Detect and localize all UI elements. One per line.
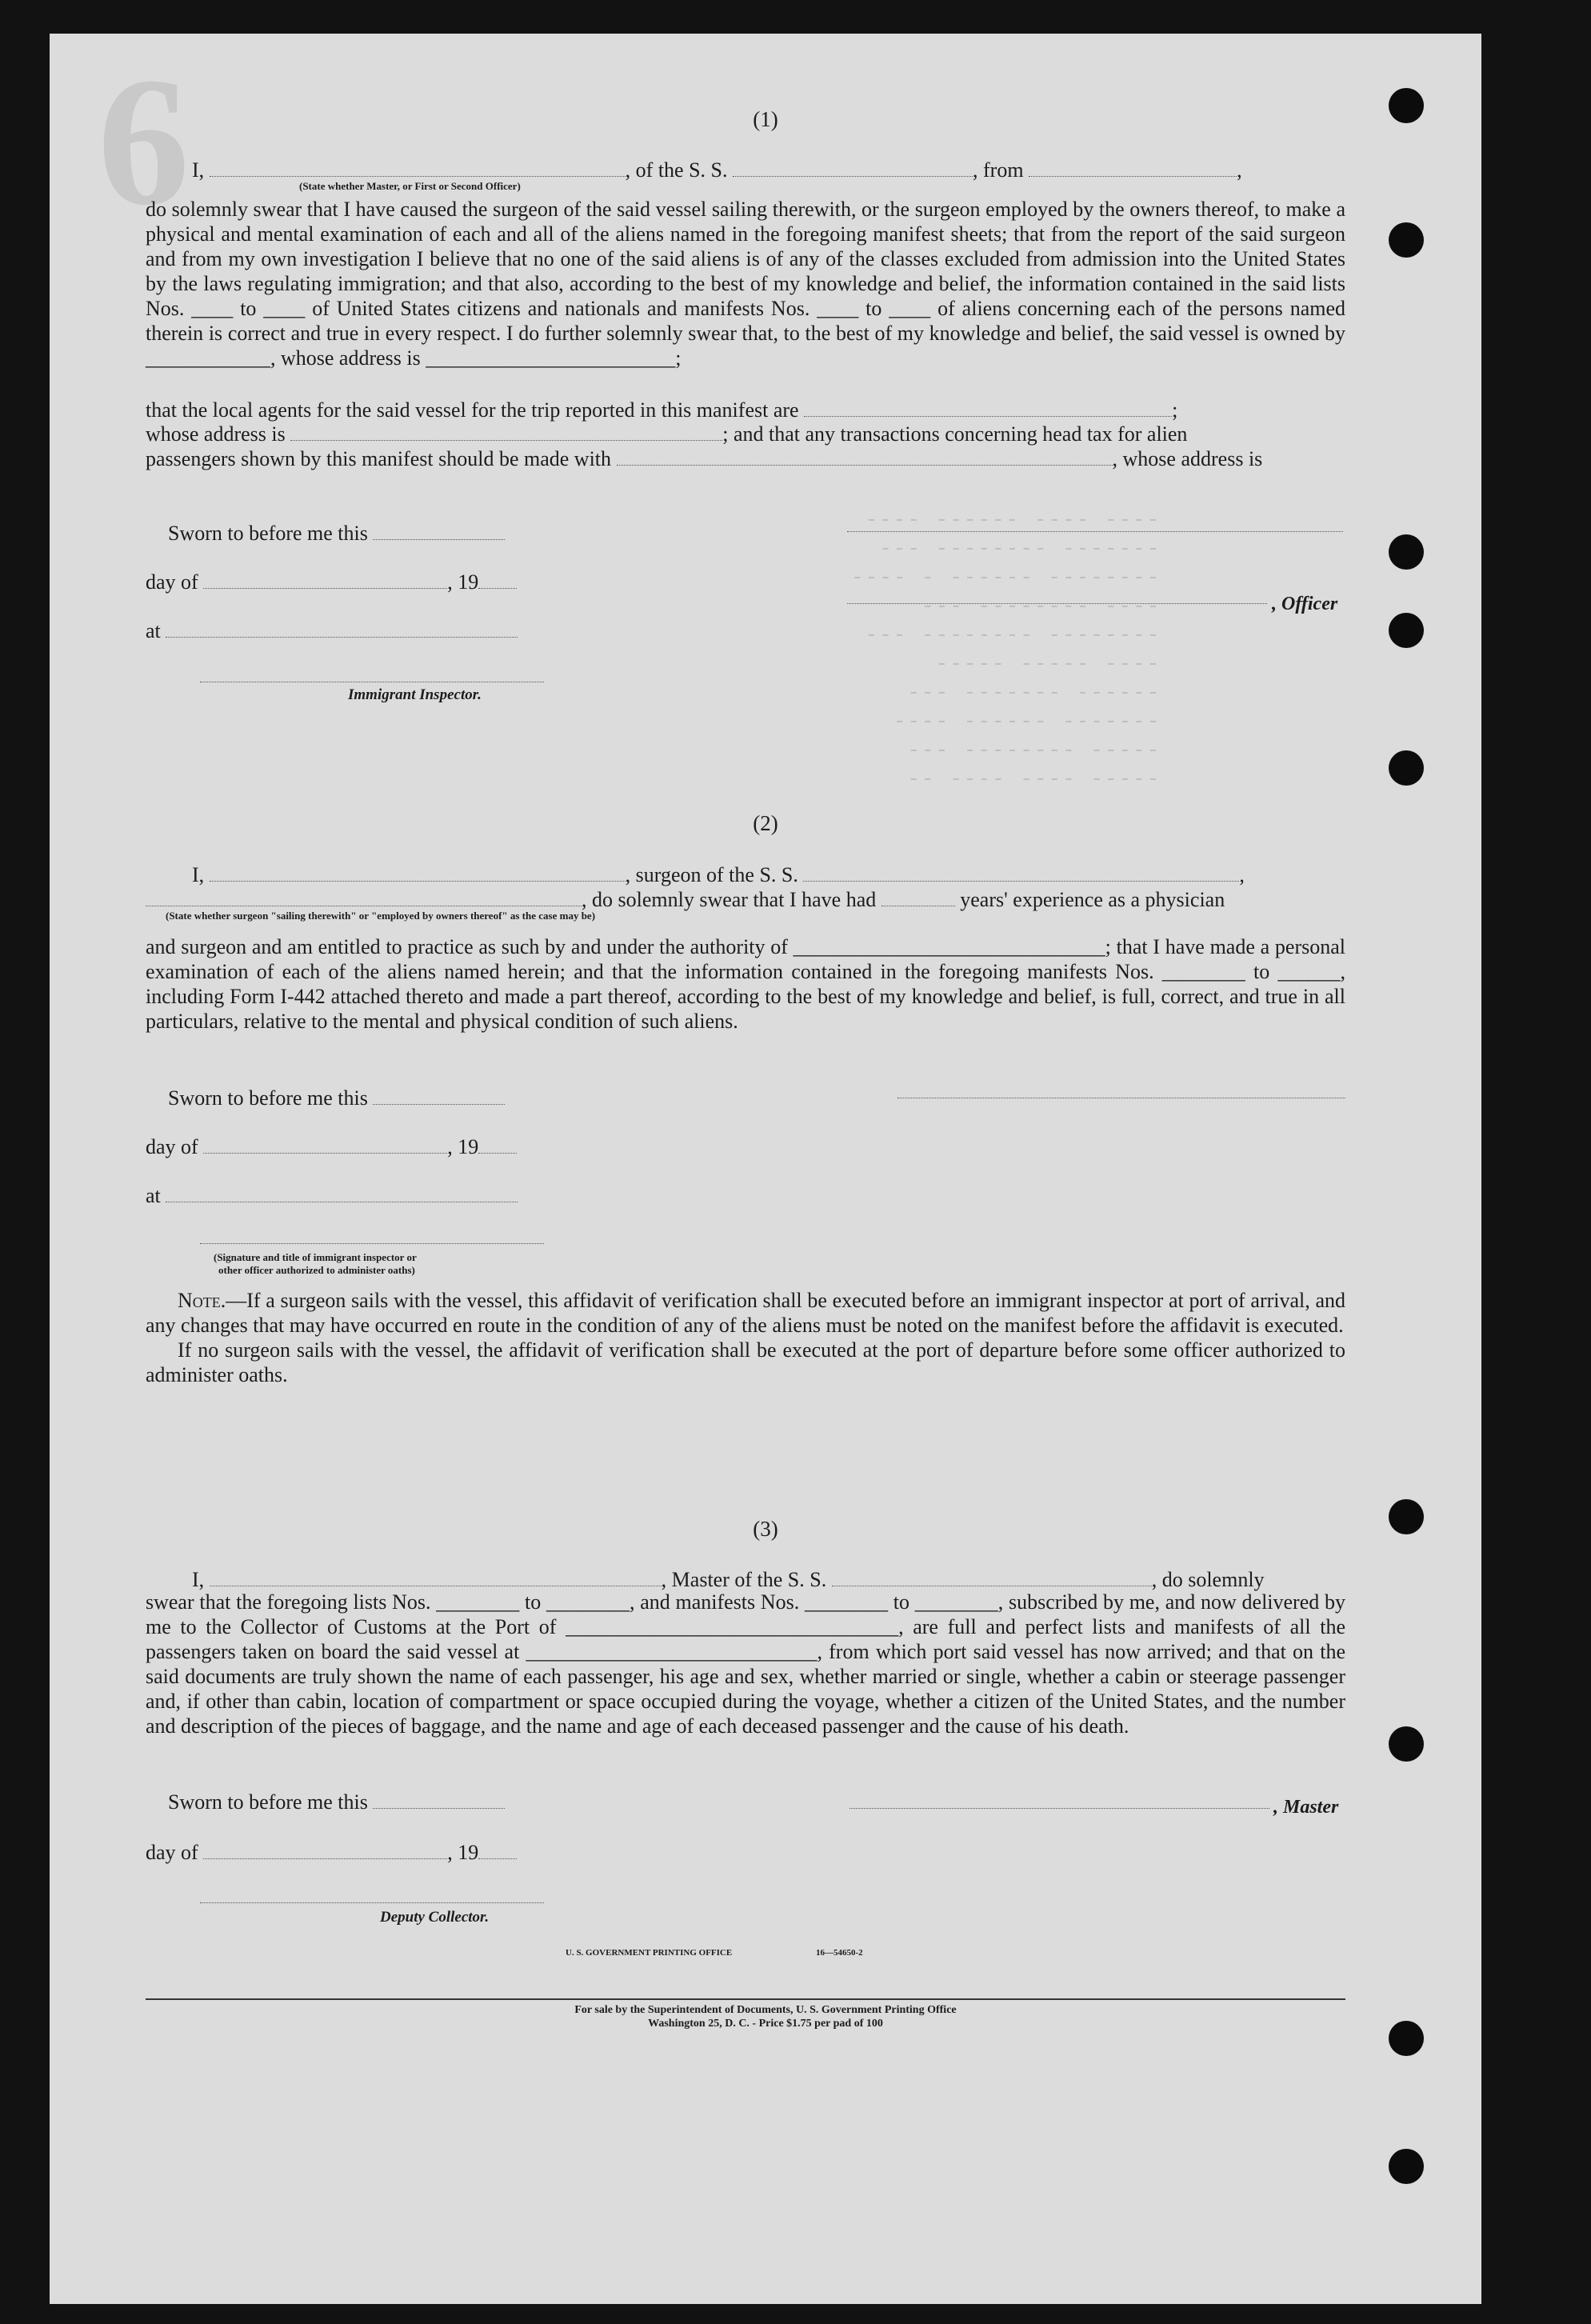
sale-notice [50, 2003, 1481, 2030]
head-tax-agent-field[interactable] [617, 444, 1113, 466]
year-field-1[interactable] [478, 567, 517, 589]
section-1-from: , from [973, 158, 1024, 182]
year-prefix-3: , 19 [447, 1841, 479, 1864]
section-3-line-1 [192, 1565, 1265, 1592]
footer-rule [146, 1998, 1345, 2000]
surgeon-name-field[interactable] [210, 860, 626, 882]
note-paragraph-1 [146, 1288, 1345, 1338]
at-line-1 [146, 616, 518, 643]
day-of-line-1 [146, 567, 517, 594]
month-field-1[interactable] [203, 567, 447, 589]
sworn-date-field-1[interactable] [373, 518, 505, 540]
collector-signature-line[interactable] [200, 1902, 544, 1903]
vessel-name-field[interactable] [733, 155, 973, 177]
month-field-3[interactable] [203, 1838, 447, 1859]
master-caption: , Master [1273, 1797, 1339, 1818]
passengers-line [146, 444, 1262, 471]
sale-notice-2: Washington 25, D. C. - Price $1.75 per pad of 100 [648, 2018, 883, 2030]
document-page [50, 34, 1481, 2304]
authorized-officer-signature-line[interactable] [200, 1243, 544, 1244]
note-paragraph-2: If no surgeon sails with the vessel, the affidavit of verification shall be executed at the port of departure before some officer authorized to administer oaths. [146, 1338, 1345, 1386]
month-field-2[interactable] [203, 1132, 447, 1154]
surgeon-status-field[interactable] [146, 885, 582, 906]
section-1-caption: (State whether Master, or First or Second Officer) [299, 180, 521, 192]
day-of-line-2 [146, 1132, 517, 1159]
at-place-field-1[interactable] [166, 616, 518, 638]
section-3-paragraph: swear that the foregoing lists Nos. ________ to ________, and manifests Nos. ________ to ________, subscribed by me, and now delivered by me to the Collector of Customs at the Port of ________________________________, are full and perfect lists and manifests of all the passengers taken on board the said vessel at ____________________________, from which port said vessel has now arrived; and that on the said documents are truly shown the name of each passenger, his age and sex, whether married or single, whether a cabin or steerage passenger and, if other than cabin, location of compartment or space occupied during the voyage, whether a citizen of the United States, and the number and description of the pieces of baggage, and the name and age of each deceased passenger and the cause of his death. [146, 1590, 1345, 1738]
sale-notice-1: For sale by the Superintendent of Documents, U. S. Government Printing Office [574, 2004, 957, 2016]
section-2-line-2 [146, 885, 1225, 912]
sworn-date-field-2[interactable] [373, 1083, 505, 1105]
binder-hole [1389, 2021, 1424, 2056]
year-field-3[interactable] [478, 1838, 517, 1859]
section-2-heading: (2) [753, 811, 778, 835]
section-1-oath-line: I, , of the S. S. , from , [192, 155, 1242, 182]
form-number: 16—54650-2 [816, 1948, 863, 1958]
section-2-i: I, [192, 863, 205, 886]
sworn-text-2: Sworn to before me this [168, 1086, 368, 1110]
master-vessel-field[interactable] [832, 1565, 1152, 1586]
sworn-text-1: Sworn to before me this [168, 522, 368, 545]
day-of-text-1: day of [146, 570, 198, 594]
section-1-of-ss: , of the S. S. [625, 158, 728, 182]
at-line-2 [146, 1181, 518, 1208]
agents-line: that the local agents for the said vessel for the trip reported in this manifest are ; [146, 395, 1177, 422]
master-signature-line[interactable] [849, 1808, 1269, 1809]
agents-field[interactable] [804, 395, 1172, 417]
binder-hole [1389, 750, 1424, 786]
agents-text: that the local agents for the said vessel for the trip reported in this manifest are [146, 398, 799, 422]
whose-address-text: , whose address is [1112, 447, 1263, 470]
section-1-paragraph: do solemnly swear that I have caused the surgeon of the said vessel sailing therewith, or the surgeon employed by the owners thereof, to make a physical and mental examination of each and all of the aliens named in the foregoing manifest sheets; that from the report of the said surgeon and from my own investigation I believe that no one of the said aliens is of any of the classes excluded from admission into the United States by the laws regulating immigration; and that also, according to the best of my knowledge and belief, the information contained in the said lists Nos. ____ to ____ of United States citizens and nationals and manifests Nos. ____ to ____ of aliens concerning each of the persons named therein is correct and true in every respect. I do further solemnly swear that, to the best of my knowledge and belief, the said vessel is owned by ____________, whose address is ________________________; [146, 198, 1345, 370]
master-of-ss: , Master of the S. S. [661, 1568, 827, 1591]
inspector-caption: Immigrant Inspector. [348, 686, 482, 703]
surgeon-vessel-field[interactable] [803, 860, 1239, 882]
master-name-field[interactable] [210, 1565, 662, 1586]
sworn-date-field-3[interactable] [373, 1787, 505, 1809]
section-3-i: I, [192, 1568, 205, 1591]
bleed-through-numeral: 6 [98, 39, 190, 243]
section-3-heading: (3) [753, 1517, 778, 1541]
address-line [146, 419, 1187, 446]
binder-hole [1389, 613, 1424, 648]
binder-hole [1389, 1726, 1424, 1762]
signature-caption-2: other officer authorized to administer oaths) [218, 1264, 415, 1276]
bleed-through-text: ---- ---- ------ ---- ------- -------- --- -------- ------ - ---- ---- -------- --- -------- -------- --- ---- ----- ----- ------ ------- --- ------- ------ ---- ----- -------- --- ----- ---- ---- -- [849, 508, 1160, 791]
day-of-text-3: day of [146, 1841, 198, 1864]
binder-hole [1389, 2149, 1424, 2184]
solemnly-swear-text: , do solemnly swear that I have had [582, 888, 877, 911]
officer-signature-line[interactable] [847, 603, 1267, 604]
sworn-line-3 [168, 1787, 505, 1814]
officer-signature-line-top[interactable] [847, 531, 1343, 532]
officer-caption: , Officer [1272, 594, 1338, 614]
section-2-caption: (State whether surgeon "sailing therewith" or "employed by owners thereof" as the case may be) [166, 910, 596, 922]
year-prefix-1: , 19 [447, 570, 479, 594]
at-text-2: at [146, 1184, 161, 1207]
binder-hole [1389, 1499, 1424, 1534]
head-tax-text: ; and that any transactions concerning head tax for alien [722, 422, 1188, 446]
agents-address-field[interactable] [290, 419, 722, 441]
passengers-text: passengers shown by this manifest should be made with [146, 447, 612, 470]
departure-port-field[interactable] [1029, 155, 1237, 177]
officer-name-field[interactable] [210, 155, 626, 177]
collector-caption: Deputy Collector. [380, 1909, 490, 1926]
at-place-field-2[interactable] [166, 1181, 518, 1202]
sworn-line-1 [168, 518, 505, 546]
day-of-line-3 [146, 1838, 517, 1865]
section-1-i: I, [192, 158, 205, 182]
do-solemnly-text: , do solemnly [1151, 1568, 1265, 1591]
note-text-1: —If a surgeon sails with the vessel, this affidavit of verification shall be executed before an immigrant inspector at port of arrival, and any changes that may have occurred en route in the condition of any of the aliens must be noted on the manifest before the affidavit is executed. [146, 1289, 1345, 1337]
at-text-1: at [146, 619, 161, 642]
section-2-paragraph: and surgeon and am entitled to practice as such by and under the authority of ______________________________; that I have made a personal examination of each of the aliens named herein; and that the information contained in the foregoing manifests Nos. ________ to ______, including Form I-442 attached thereto and made a part thereof, according to the best of my knowledge and belief, is full, correct, and true in all particulars, relative to the mental and physical condition of such aliens. [146, 935, 1345, 1033]
signature-caption [214, 1251, 417, 1277]
note-block [146, 1288, 1345, 1387]
section-1-heading: (1) [753, 107, 778, 131]
year-prefix-2: , 19 [447, 1135, 479, 1158]
sworn-text-3: Sworn to before me this [168, 1790, 368, 1814]
years-experience-field[interactable] [881, 885, 955, 906]
years-experience-text: years' experience as a physician [960, 888, 1225, 911]
binder-hole [1389, 88, 1424, 123]
address-text: whose address is [146, 422, 286, 446]
day-of-text-2: day of [146, 1135, 198, 1158]
surgeon-of-ss: , surgeon of the S. S. [625, 863, 798, 886]
section-2-line-1: I, , surgeon of the S. S. , [192, 860, 1245, 887]
sworn-line-2 [168, 1083, 505, 1110]
gpo-imprint: U. S. GOVERNMENT PRINTING OFFICE [566, 1948, 733, 1958]
year-field-2[interactable] [478, 1132, 517, 1154]
binder-hole [1389, 534, 1424, 570]
signature-caption-1: (Signature and title of immigrant inspector or [214, 1251, 417, 1263]
binder-hole [1389, 222, 1424, 258]
note-label: Note. [178, 1289, 226, 1312]
